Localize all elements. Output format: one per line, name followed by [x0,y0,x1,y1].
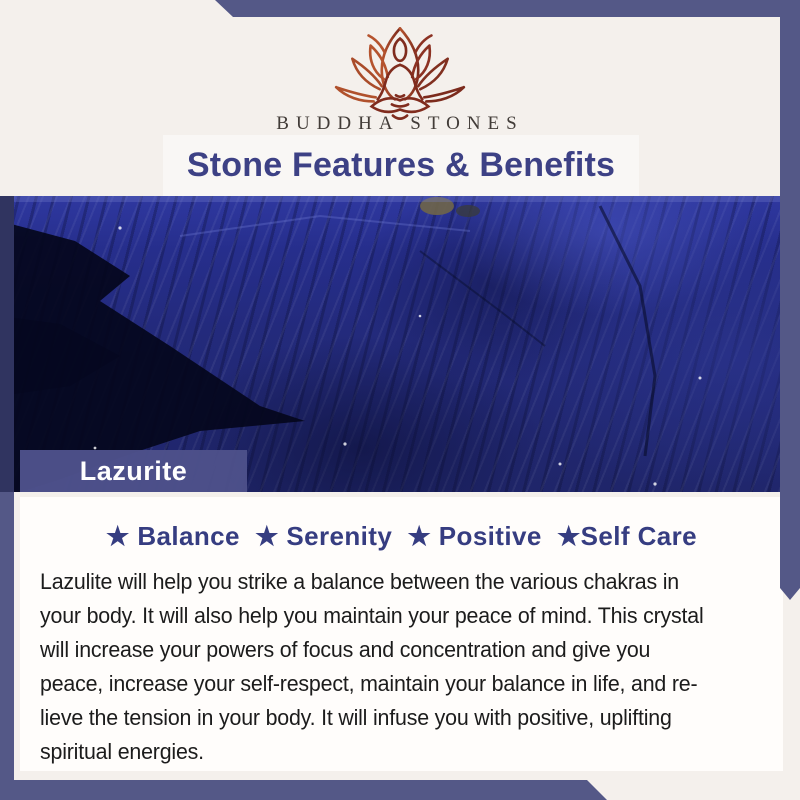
stone-name-ribbon [20,450,247,492]
description-line: your body. It will also help you maintain your peace of mind. This crystal [40,603,704,628]
brand-name: BUDDHA STONES [276,113,524,134]
title-banner [163,135,639,196]
stone-photo [0,196,800,492]
description-line: Lazulite will help you strike a balance between the various chakras in [40,569,680,594]
stone-name-label: Lazurite [79,455,188,486]
page-title: Stone Features & Benefits [186,146,616,184]
lotus-meditation-icon [326,26,474,120]
description-line: spiritual energies. [40,739,204,764]
stone-photo-texture [0,196,800,492]
description-line: lieve the tension in your body. It will infuse you with positive, uplifting [40,705,672,730]
description-line: peace, increase your self-respect, maintain your balance in life, and re- [40,671,698,696]
benefits-description [20,565,783,769]
benefits-card [20,497,783,771]
benefits-tagline: ★ Balance ★ Serenity ★ Positive ★Self Care [105,521,697,551]
description-line: will increase your powers of focus and concentration and give you [40,637,651,662]
